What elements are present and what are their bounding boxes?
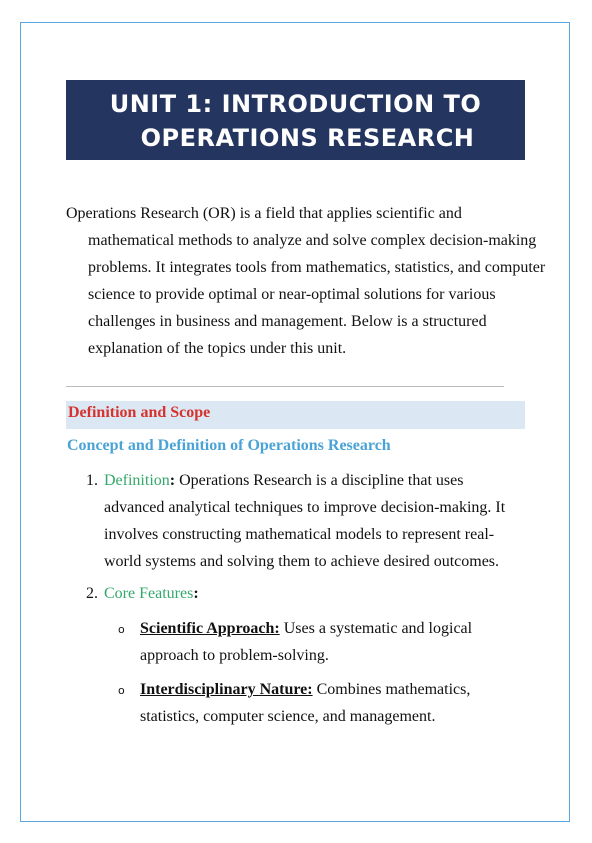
bullet-body xyxy=(140,676,518,730)
bullet-item-interdisciplinary-nature xyxy=(118,676,518,730)
item-term: Definition xyxy=(104,472,170,489)
bullet-text: Combines mathematics, statistics, computer science, and management. xyxy=(140,681,471,725)
bullet-term: Scientific Approach: xyxy=(140,620,280,637)
item-colon: : xyxy=(193,585,199,602)
bullet-body xyxy=(140,615,518,669)
item-term: Core Features xyxy=(104,585,194,602)
item-number: 2. xyxy=(86,585,98,602)
item-colon: : xyxy=(169,472,176,489)
hollow-circle-bullet-icon: o xyxy=(118,623,125,636)
section-heading xyxy=(66,401,525,429)
hollow-circle-bullet-icon: o xyxy=(118,684,125,697)
item-body xyxy=(104,467,526,575)
title-banner xyxy=(66,80,525,160)
section-heading-text: Definition and Scope xyxy=(68,404,211,421)
numbered-item-core-features xyxy=(86,580,526,607)
item-body xyxy=(104,580,526,607)
numbered-item-definition xyxy=(86,467,526,575)
title-line-2: OPERATIONS RESEARCH xyxy=(140,124,475,152)
bullet-item-scientific-approach xyxy=(118,615,518,669)
horizontal-divider xyxy=(66,386,504,387)
bullet-term: Interdisciplinary Nature: xyxy=(140,681,313,698)
item-text: Operations Research is a discipline that uses advanced analytical techniques to improve decision-making. It involves constructing mathematical models to represent real-world systems and solving them to achieve desired outcomes. xyxy=(104,472,506,570)
item-number: 1. xyxy=(86,472,98,489)
subheading: Concept and Definition of Operations Research xyxy=(67,437,391,454)
intro-paragraph: Operations Research (OR) is a field that applies scientific and mathematical methods to analyze and solve complex decision-making problems. It integrates tools from mathematics, statistics, and computer science to provide optimal or near-optimal solutions for various challenges in business and management. Below is a structured explanation of the topics under this unit. xyxy=(66,205,546,357)
title-line-1: UNIT 1: INTRODUCTION TO xyxy=(109,90,482,118)
bullet-text: Uses a systematic and logical approach to problem-solving. xyxy=(140,620,473,664)
